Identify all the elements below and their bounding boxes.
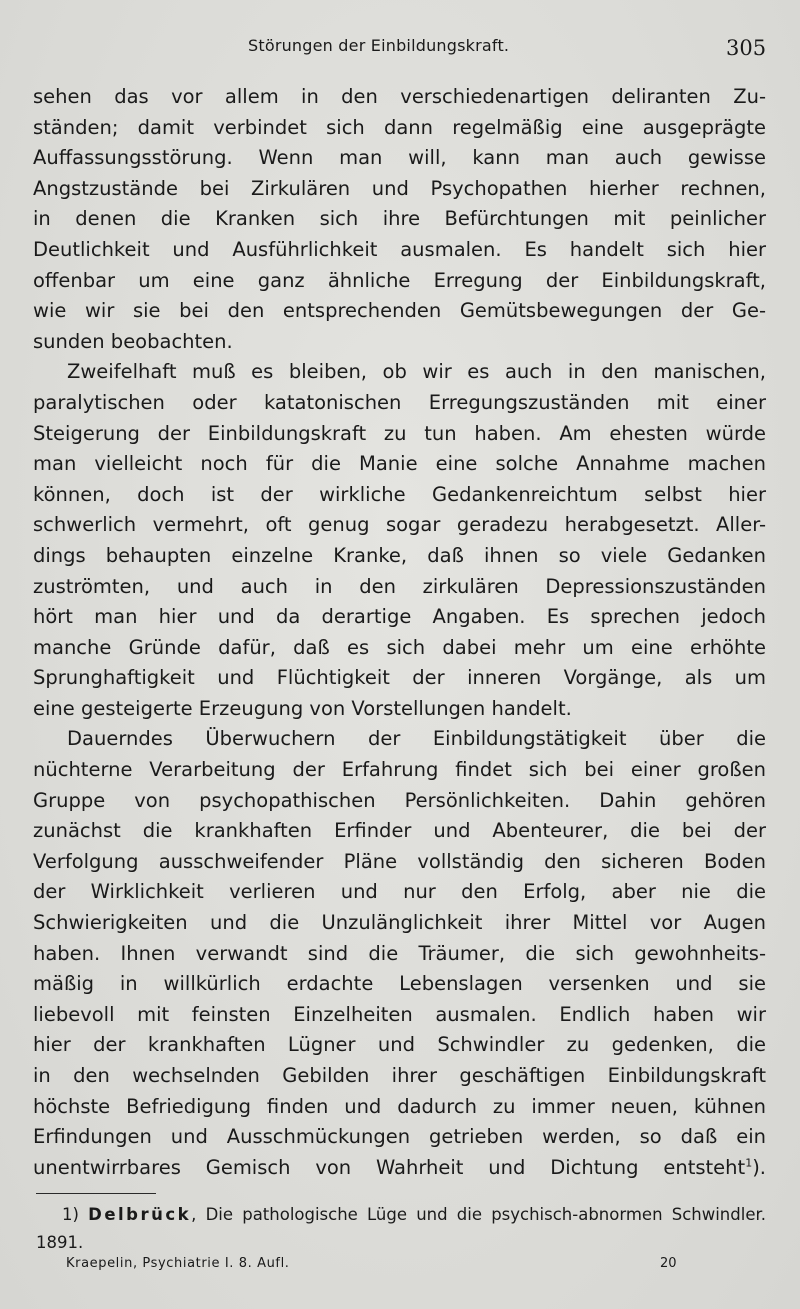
text-line: in den wechselnden Gebilden ihrer geschäftigen Einbildungskraft xyxy=(33,1064,766,1087)
running-head xyxy=(0,34,800,64)
footnote-line: 1891. xyxy=(36,1233,84,1252)
text-line-with-footnote xyxy=(33,1153,766,1184)
text-line: zuströmten, und auch in den zirkulären Depressionszuständen xyxy=(33,574,766,598)
body-text xyxy=(33,82,766,1183)
text-line: schwerlich vermehrt, oft genug sogar geradezu herabgesetzt. Aller- xyxy=(33,513,766,537)
closing-punctuation: ). xyxy=(752,1155,766,1179)
footnote-marker: 1) xyxy=(62,1205,79,1224)
text-line: sehen das vor allem in den verschiedenartigen deliranten Zu- xyxy=(33,85,766,108)
text-line: unentwirrbares Gemisch von Wahrheit und Dichtung entsteht xyxy=(33,1155,746,1179)
paragraph-1 xyxy=(33,82,766,357)
footnote-reference[interactable]: 1 xyxy=(745,1156,753,1170)
text-line: Schwierigkeiten und die Unzulänglichkeit ihrer Mittel vor Augen xyxy=(33,911,766,935)
text-line: haben. Ihnen verwandt sind die Träumer, die sich gewohnheits- xyxy=(33,941,766,965)
text-line: dings behaupten einzelne Kranke, daß ihnen so viele Gedanken xyxy=(33,543,766,567)
footnote-line xyxy=(36,1201,766,1229)
text-line: höchste Befriedigung finden und dadurch zu immer neuen, kühnen xyxy=(33,1094,766,1118)
text-line: Gruppe von psychopathischen Persönlichkeiten. Dahin gehören xyxy=(33,788,766,812)
signature-text: Kraepelin, Psychiatrie I. 8. Aufl. xyxy=(66,1256,290,1271)
paragraph-2 xyxy=(33,357,766,724)
text-line: Erfindungen und Ausschmückungen getrieben werden, so daß ein xyxy=(33,1125,766,1149)
text-line: manche Gründe dafür, daß es sich dabei mehr um eine erhöhte xyxy=(33,635,766,659)
text-line: hier der krankhaften Lügner und Schwindler zu gedenken, die xyxy=(33,1033,766,1057)
text-line: in denen die Kranken sich ihre Befürchtungen mit peinlicher xyxy=(33,207,766,231)
text-line: Sprunghaftigkeit und Flüchtigkeit der inneren Vorgänge, als um xyxy=(33,666,766,690)
footnote-author: Delbrück xyxy=(88,1205,192,1224)
text-line: sunden beobachten. xyxy=(33,329,233,353)
text-line: nüchterne Verarbeitung der Erfahrung findet sich bei einer großen xyxy=(33,758,766,782)
paragraph-3 xyxy=(33,724,766,1183)
printer-signature xyxy=(0,1254,800,1278)
text-line: Dauerndes Überwuchern der Einbildungstätigkeit über die xyxy=(67,727,766,751)
page-number: 305 xyxy=(726,36,767,60)
text-line: zunächst die krankhaften Erfinder und Abenteurer, die bei der xyxy=(33,819,766,843)
text-line: paralytischen oder katatonischen Erregungszuständen mit einer xyxy=(33,390,766,414)
text-line: offenbar um eine ganz ähnliche Erregung der Einbildungskraft, xyxy=(33,268,766,292)
text-line: ständen; damit verbindet sich dann regelmäßig eine ausgeprägte xyxy=(33,115,766,139)
text-line: Steigerung der Einbildungskraft zu tun haben. Am ehesten würde xyxy=(33,421,766,445)
text-line: können, doch ist der wirkliche Gedankenreichtum selbst hier xyxy=(33,482,766,506)
footnote xyxy=(36,1201,766,1257)
text-line: hört man hier und da derartige Angaben. Es sprechen jedoch xyxy=(33,605,766,629)
text-line: Deutlichkeit und Ausführlichkeit ausmalen. Es handelt sich hier xyxy=(33,237,766,261)
text-line: liebevoll mit feinsten Einzelheiten ausmalen. Endlich haben wir xyxy=(33,1002,766,1026)
text-line: Zweifelhaft muß es bleiben, ob wir es auch in den manischen, xyxy=(67,360,766,384)
signature-number: 20 xyxy=(660,1256,677,1271)
text-line: man vielleicht noch für die Manie eine solche Annahme machen xyxy=(33,452,766,476)
text-line: eine gesteigerte Erzeugung von Vorstellungen handelt. xyxy=(33,696,572,720)
footnote-text: , Die pathologische Lüge und die psychisch-abnormen Schwindler. xyxy=(191,1205,766,1224)
text-line: Auffassungsstörung. Wenn man will, kann man auch gewisse xyxy=(33,146,766,170)
text-line: mäßig in willkürlich erdachte Lebenslagen versenken und sie xyxy=(33,972,766,996)
footnote-rule xyxy=(36,1193,156,1194)
text-line: wie wir sie bei den entsprechenden Gemütsbewegungen der Ge- xyxy=(33,299,766,323)
text-line: Angstzustände bei Zirkulären und Psychopathen hierher rechnen, xyxy=(33,176,766,200)
text-line: Verfolgung ausschweifender Pläne vollständig den sicheren Boden xyxy=(33,849,766,873)
running-title: Störungen der Einbildungskraft. xyxy=(248,36,510,55)
text-line: der Wirklichkeit verlieren und nur den Erfolg, aber nie die xyxy=(33,880,766,904)
